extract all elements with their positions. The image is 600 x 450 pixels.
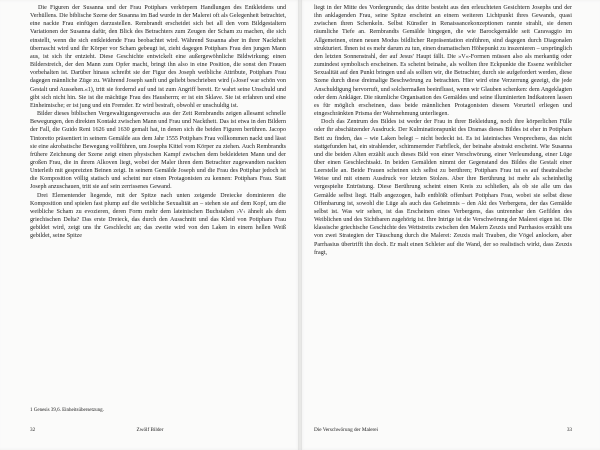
- paragraph: Bilder dieses biblischen Vergewaltigungsversuchs aus der Zeit Rembrandts zeigen allesamt schnelle Bewegungen, den direkten Kontakt zwischen Mann und Frau und Nacktheit. Das ist etwa in den Bildern der Fall, die Guido Reni 1626 und 1630 gemalt hat, in denen sich die beiden Figuren berühren. Jacopo Tintoretto präsentiert in seinem Gemälde aus dem Jahr 1555 Potiphars Frau vollkommen nackt und lässt sie eine akrobatische Bewegung vollführen, um Josephs Kittel vom Körper zu ziehen. Auch Rembrandts frühere Zeichnung der Szene zeigt einen physischen Kampf zwischen dem bekleideten Mann und der großen Frau, die in ihrem Alkoven liegt, wobei der Maler ihren dem Betrachter zugewandten nackten Unterleib mit gespreizten Beinen zeigt. In seinem Gemälde Joseph und die Frau des Potiphar jedoch ist die Komposition völlig statisch und scheint nur einen Protagonisten zu kennen: Potiphars Frau. Statt Joseph anzuschauen, tritt sie auf sein zerrissenes Gewand.: [30, 111, 286, 191]
- right-body-text: [314, 4, 572, 257]
- page-number: 33: [566, 427, 572, 433]
- running-head: Die Verschwörung der Malerei: [314, 427, 379, 433]
- right-page: [300, 0, 600, 450]
- footnote: 1 Genesis 39,6. Einheitsübersetzung.: [30, 408, 104, 413]
- paragraph: Die Figuren der Susanna und der Frau Potiphars verkörpern Handlungen des Entkleidens und Verhüllens. Die biblische Szene der Susanna im Bad wurde in der Malerei oft als Gelegenheit betrachtet, eine nackte Frau einfügen darzustellen. Rembrandt erscheidet sich bei all den vom Bildgestaltern Variationen der Susanna dafür, den Blick des Betrachters zum Zeugen der Scham zu machen, die sich einstellt, wenn die sich entkleidende Frau beobachtet wird. Während Susanna aber in ihrer Nacktheit überrascht wird und ihr Körper vor Scham gebeugt ist, zieht dagegen Potiphars Frau den jungen Mann aus, ist sich ihr entzieht. Diese Geschichte entwickelt eine außergewöhnliche Bildwirkung; einen Bilderstreich, der den Mann zum Opfer macht, bringt ihn also in eine Position, die sonst den Frauen vorbehalten ist. Darüber hinaus schreibt sie der Figur des Joseph weibliche Attribute, Potiphars Frau dagegen männliche Züge zu. Während Joseph sanft und geliebt beschrieben wird (»Josef war schön von Gestalt und Aussehen.«1), tritt sie fordernd auf und ist zum Angriff bereit. Er wahrt seine Unschuld und gibt sich nicht hin. Sie ist die mächtige Frau des Hausherrn; er ist ein Sklave. Sie ist erfahren und eine Einheimische; er ist jung und ein Fremder. Er wird bestraft, obwohl er unschuldig ist.: [30, 5, 286, 109]
- paragraph: liegt in der Mitte des Vordergrunds; das dritte besteht aus den erleuchteten Gesichtern Josephs und der ihn anklagenden Frau, seine Spitze erscheint an einem weiteren Lichtpunkt ihres Gewands, quasi zwischen ihren Schenkeln. Selbst Künstler in Renaissancekonzeptionen rannte strahlt, sie denen räumliche Tiefe an. Rembrandts Gemälde hingegen, die wie Barockgemälde seit Caravaggio im Allgemeinen, einen neuen Modus bildlicher Repräsentation einführen, sind dagegen durch Diagonalen strukturiert. Ihnen ist es mehr darum zu tun, einen dramatischen Höhepunkt zu inszenieren – ursprünglich den letzten Sonnenstrahl, der auf Jesus' Haupt fällt. Die »V«-Formen müssen also als merkantig oder zumindest symbolisch erscheinen. Es scheint beinahe, als wollten ihre Eckpunkte die Essenz weiblicher Sexualität auf den Punkt bringen und als sollten wir, die Betrachter, durch sie aufgefordert werden, diese Szene durch diese dreimalige Beschwörung zu betrachten. Hier wird eine Verzerrung gezeigt, die jede Anschuldigung hervorruft, und solchermaßen beeinflusst, wenn wir Glauben schenken: dem Angeklagten oder dem Ankläger. Die räumliche Organisation des Gemäldes und seine illuminierten Indikatoren lassen es für möglich erscheinen, dass beide männlichen Protagonisten diesem Vorurteil erliegen und eingeschränkten Prisma der Wahrnehmung unterliegen.: [314, 5, 572, 118]
- paragraph: Drei Elementender liegende, mit der Spitze nach unten zeigende Dreiecke dominieren die Komposition und spielen fast plump auf die weibliche Sexualität an – stehen sie auf dem Kopf, um die weibliche Scham zu evozieren, deren Form mehr dem lateinischen Buchstaben ›V‹ ähnelt als dem griechischen Delta? Das erste Dreieck, das durch den Ausschnitt und das Kleid von Potiphars Frau gebildet wird, zeigt uns ihr Geschlecht an; das zweite wird von den Laken in einem hellen Weiß gebildet, seine Spitze: [30, 192, 286, 240]
- left-body-text: [30, 4, 286, 241]
- paragraph: Doch das Zentrum des Bildes ist weder der Frau in ihrer Bekleidung, noch ihre körperlichen Fülle oder ihr abschätzender Ausdruck. Der Kulminationspunkt des Dramas dieses Bildes ist eher in Potiphars Bett zu finden, das – wie Laken belegt – nicht bedeckt ist. Es ist lateinisches Versprechens, das nicht stattgefunden hat, ein strahlender, schimmernder Farbfleck, der beinahe abstrakt erscheint. Wie Susanna und die beiden Alten erzählt auch dieses Bild von einer Verschwörung, einer Verleumdung, einer Lüge über einen Geschlechtsakt. In beiden Gemälden nimmt der Gegenstand des Bildes die Gestalt einer Leerstelle an. Beide Frauen scheinen sich selbst zu berühren; Potiphars Frau tut es auf theatralische Weise und mit einem Ausdruck vor letzten Stolzes. Aber ihre Berührung ist mehr als scheinheilig vergespielte Entrüstung. Diese Berührung scheint einen Kreis zu schließen, als ob sie alle um das Gemälde selbst liegt. Halb angezogen, halb entblößt offenbart Potiphars Frau, wobei sie selbst diese Offenbarung ist, sowohl die Lüge als auch das Geheimnis – den Akt des Verbergens, der das Gemälde selbst ist. Was wir sehen, ist das Erscheinen eines Verbergens, das untrennbar den Gefilden des Weiblichen und des Sichtbaren zugehörig ist. Ihre Intrige ist die Verschwörung der Malerei eigen ist. Die klassische griechische Geschichte des Wettstreits zwischen den Malern Zeuxis und Parrhasios erzählt uns von zwei Strategien der Täuschung durch die Malerei: Zeuxis malt Trauben, die Vögel anlocken, aber Parrhasius übertrifft ihn doch. Er malt einen Schleier auf die Wand, der so realistisch wirkt, dass Zeuxis fragt,: [314, 119, 572, 256]
- page-number: 32: [30, 427, 36, 433]
- book-gutter: [298, 0, 302, 450]
- running-head: Zwölf Bilder: [136, 427, 164, 433]
